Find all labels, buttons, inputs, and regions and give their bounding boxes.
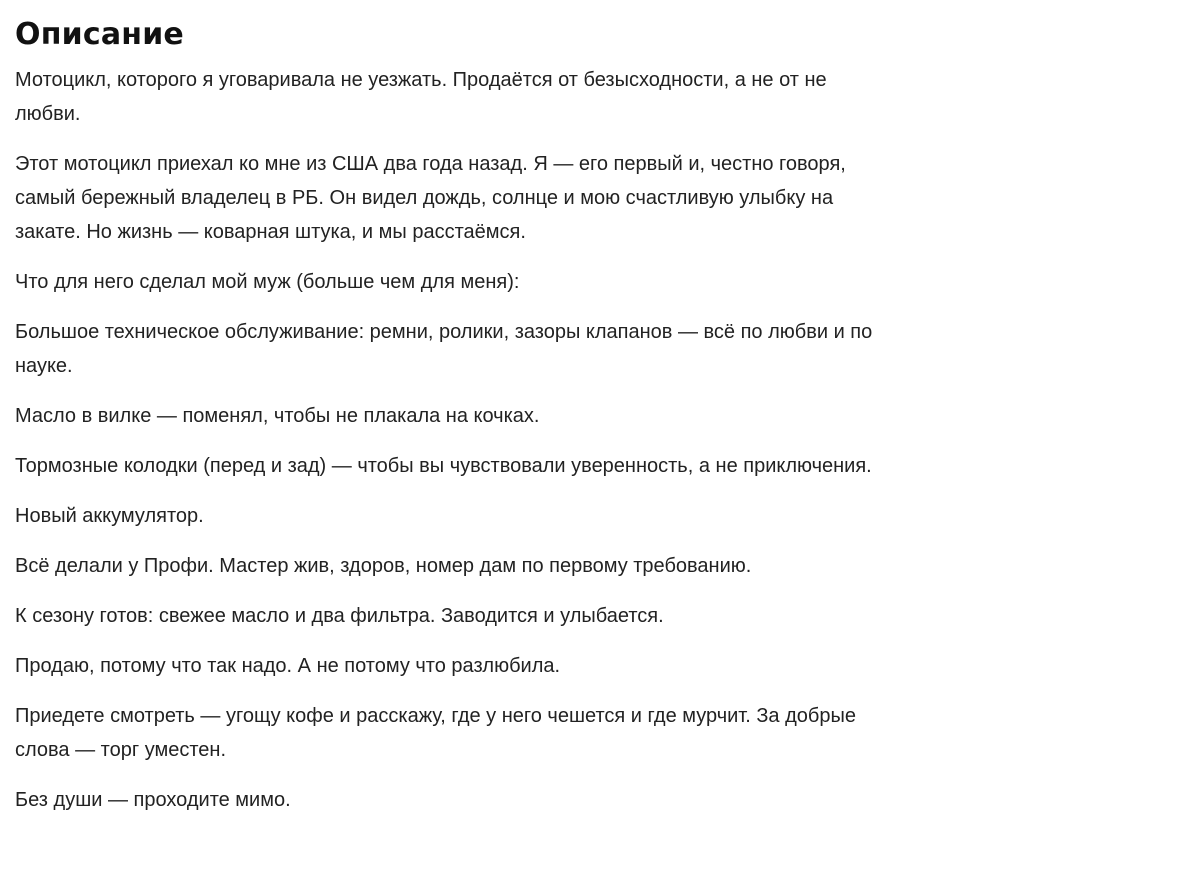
description-paragraph: Масло в вилке — поменял, чтобы не плакала на кочках. — [15, 405, 540, 427]
description-paragraph: Большое техническое обслуживание: ремни, ролики, зазоры клапанов — всё по любви и по науке. — [15, 321, 873, 377]
description-paragraph: Продаю, потому что так надо. А не потому что разлюбила. — [15, 655, 561, 677]
description-paragraph: Этот мотоцикл приехал ко мне из США два года назад. Я — его первый и, честно говоря, самый бережный владелец в РБ. Он видел дождь, солнце и мою счастливую улыбку на закате. Но жизнь — коварная штука, и мы расстаёмся. — [15, 153, 846, 243]
description-text — [15, 63, 875, 817]
description-section — [15, 14, 875, 833]
description-paragraph: К сезону готов: свежее масло и два фильтра. Заводится и улыбается. — [15, 605, 664, 627]
description-paragraph: Мотоцикл, которого я уговаривала не уезжать. Продаётся от безысходности, а не от не любви. — [15, 69, 827, 125]
description-paragraph: Что для него сделал мой муж (больше чем для меня): — [15, 271, 520, 293]
description-paragraph: Тормозные колодки (перед и зад) — чтобы вы чувствовали уверенность, а не приключения. — [15, 455, 872, 477]
description-paragraph: Новый аккумулятор. — [15, 505, 204, 527]
description-paragraph: Без души — проходите мимо. — [15, 789, 291, 811]
description-paragraph: Всё делали у Профи. Мастер жив, здоров, номер дам по первому требованию. — [15, 555, 752, 577]
description-paragraph: Приедете смотреть — угощу кофе и расскажу, где у него чешется и где мурчит. За добрые слова — торг уместен. — [15, 705, 856, 761]
section-title: Описание — [15, 17, 184, 52]
